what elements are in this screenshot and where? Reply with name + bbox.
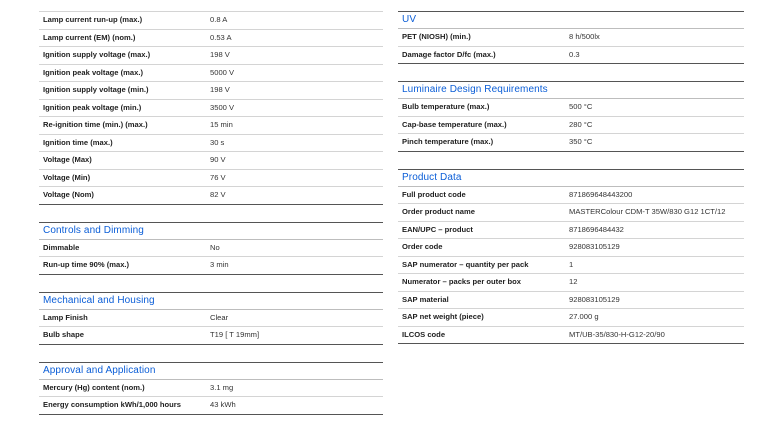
spec-value: 198 V xyxy=(210,50,230,59)
spec-value: 43 kWh xyxy=(210,400,236,409)
spec-value: 1 xyxy=(569,259,574,269)
spec-row xyxy=(39,239,383,257)
spec-label: SAP net weight (piece) xyxy=(402,312,484,321)
spec-value: 3 min xyxy=(210,260,229,269)
section-divider xyxy=(398,151,744,169)
spec-label: Voltage (Max) xyxy=(43,155,92,164)
spec-label: Bulb shape xyxy=(43,330,84,339)
spec-value: 3.1 mg xyxy=(210,382,234,392)
product-section xyxy=(398,169,744,362)
spec-label: Lamp current run-up (max.) xyxy=(43,15,143,24)
spec-value: Clear xyxy=(210,312,229,322)
spec-label: EAN/UPC – product xyxy=(402,224,473,234)
spec-value: 0.53 A xyxy=(210,32,232,42)
spec-value: 5000 V xyxy=(210,67,235,77)
spec-label: Voltage (Min) xyxy=(43,172,91,182)
spec-row xyxy=(39,309,383,327)
spec-row xyxy=(39,81,383,99)
spec-label: PET (NIOSH) (min.) xyxy=(402,32,471,41)
section-divider xyxy=(398,343,744,361)
spec-row xyxy=(39,116,383,134)
electrical-section xyxy=(39,11,383,222)
controls-section xyxy=(39,222,383,292)
spec-value: 0.8 A xyxy=(210,15,228,24)
spec-value: 500 °C xyxy=(569,102,593,111)
spec-row xyxy=(39,99,383,117)
spec-value: 27.000 g xyxy=(569,312,599,321)
spec-label: Ignition peak voltage (max.) xyxy=(43,67,144,77)
spec-label: ILCOS code xyxy=(402,329,446,339)
spec-row xyxy=(398,98,744,116)
spec-row xyxy=(398,46,744,64)
spec-label: SAP material xyxy=(402,294,449,304)
section-title: Product Data xyxy=(398,169,744,186)
spec-row xyxy=(39,64,383,82)
spec-row xyxy=(398,308,744,326)
section-divider xyxy=(39,204,383,222)
spec-row xyxy=(398,256,744,274)
spec-label: Ignition supply voltage (min.) xyxy=(43,85,149,94)
spec-label: Lamp current (EM) (nom.) xyxy=(43,32,136,42)
spec-label: Dimmable xyxy=(43,242,80,252)
section-divider xyxy=(398,63,744,81)
spec-row xyxy=(398,203,744,221)
right-spec-column xyxy=(398,11,744,361)
spec-row xyxy=(39,151,383,169)
spec-row xyxy=(398,273,744,291)
spec-label: Lamp Finish xyxy=(43,312,88,322)
spec-row xyxy=(398,186,744,204)
spec-row xyxy=(398,291,744,309)
spec-row xyxy=(39,29,383,47)
uv-section xyxy=(398,11,744,81)
spec-label: Re-ignition time (min.) (max.) xyxy=(43,120,148,129)
section-divider xyxy=(39,274,383,292)
spec-value: 8 h/500lx xyxy=(569,32,600,41)
spec-value: 8718696484432 xyxy=(569,224,624,234)
spec-value: 82 V xyxy=(210,190,226,199)
spec-label: Run-up time 90% (max.) xyxy=(43,260,130,269)
spec-value: 928083105129 xyxy=(569,242,620,251)
spec-value: 15 min xyxy=(210,120,233,129)
spec-label: Order code xyxy=(402,242,443,251)
section-title: Luminaire Design Requirements xyxy=(398,81,744,98)
section-divider xyxy=(39,414,383,432)
spec-value: 3500 V xyxy=(210,102,235,112)
spec-label: Bulb temperature (max.) xyxy=(402,102,490,111)
spec-row xyxy=(39,134,383,152)
spec-value: 90 V xyxy=(210,155,226,164)
spec-label: Ignition supply voltage (max.) xyxy=(43,50,151,59)
spec-row xyxy=(39,11,383,29)
spec-value: 12 xyxy=(569,277,578,286)
spec-value: 76 V xyxy=(210,172,226,182)
spec-label: SAP numerator – quantity per pack xyxy=(402,259,529,269)
spec-label: Energy consumption kWh/1,000 hours xyxy=(43,400,181,409)
spec-value: MASTERColour CDM-T 35W/830 G12 1CT/12 xyxy=(569,207,726,216)
spec-row xyxy=(39,256,383,274)
left-spec-column xyxy=(39,11,383,432)
section-title: UV xyxy=(398,11,744,28)
spec-label: Cap-base temperature (max.) xyxy=(402,119,507,129)
spec-value: 871869648443200 xyxy=(569,189,633,199)
approval-section xyxy=(39,362,383,432)
spec-row xyxy=(398,221,744,239)
spec-row xyxy=(39,169,383,187)
luminaire-section xyxy=(398,81,744,169)
spec-row xyxy=(39,396,383,414)
section-title: Mechanical and Housing xyxy=(39,292,383,309)
spec-row xyxy=(39,46,383,64)
spec-value: 198 V xyxy=(210,85,230,94)
spec-label: Order product name xyxy=(402,207,475,216)
spec-value: 928083105129 xyxy=(569,294,620,304)
spec-label: Pinch temperature (max.) xyxy=(402,137,494,146)
spec-label: Mercury (Hg) content (nom.) xyxy=(43,382,145,392)
spec-row xyxy=(398,326,744,344)
spec-value: MT/UB-35/830-H-G12-20/90 xyxy=(569,329,665,339)
spec-value: 0.3 xyxy=(569,49,580,59)
section-divider xyxy=(39,344,383,362)
spec-label: Damage factor D/fc (max.) xyxy=(402,49,496,59)
spec-row xyxy=(39,379,383,397)
spec-label: Ignition peak voltage (min.) xyxy=(43,102,142,112)
spec-row xyxy=(398,116,744,134)
spec-label: Voltage (Nom) xyxy=(43,190,94,199)
spec-value: T19 [ T 19mm] xyxy=(210,330,260,339)
spec-value: 280 °C xyxy=(569,119,593,129)
spec-label: Numerator – packs per outer box xyxy=(402,277,522,286)
spec-value: No xyxy=(210,242,220,252)
spec-row xyxy=(398,133,744,151)
spec-value: 350 °C xyxy=(569,137,593,146)
spec-label: Full product code xyxy=(402,189,466,199)
spec-row xyxy=(39,186,383,204)
mechanical-section xyxy=(39,292,383,362)
spec-value: 30 s xyxy=(210,137,225,147)
spec-label: Ignition time (max.) xyxy=(43,137,113,147)
spec-row xyxy=(39,326,383,344)
section-title: Approval and Application xyxy=(39,362,383,379)
spec-row xyxy=(398,28,744,46)
section-title: Controls and Dimming xyxy=(39,222,383,239)
spec-row xyxy=(398,238,744,256)
